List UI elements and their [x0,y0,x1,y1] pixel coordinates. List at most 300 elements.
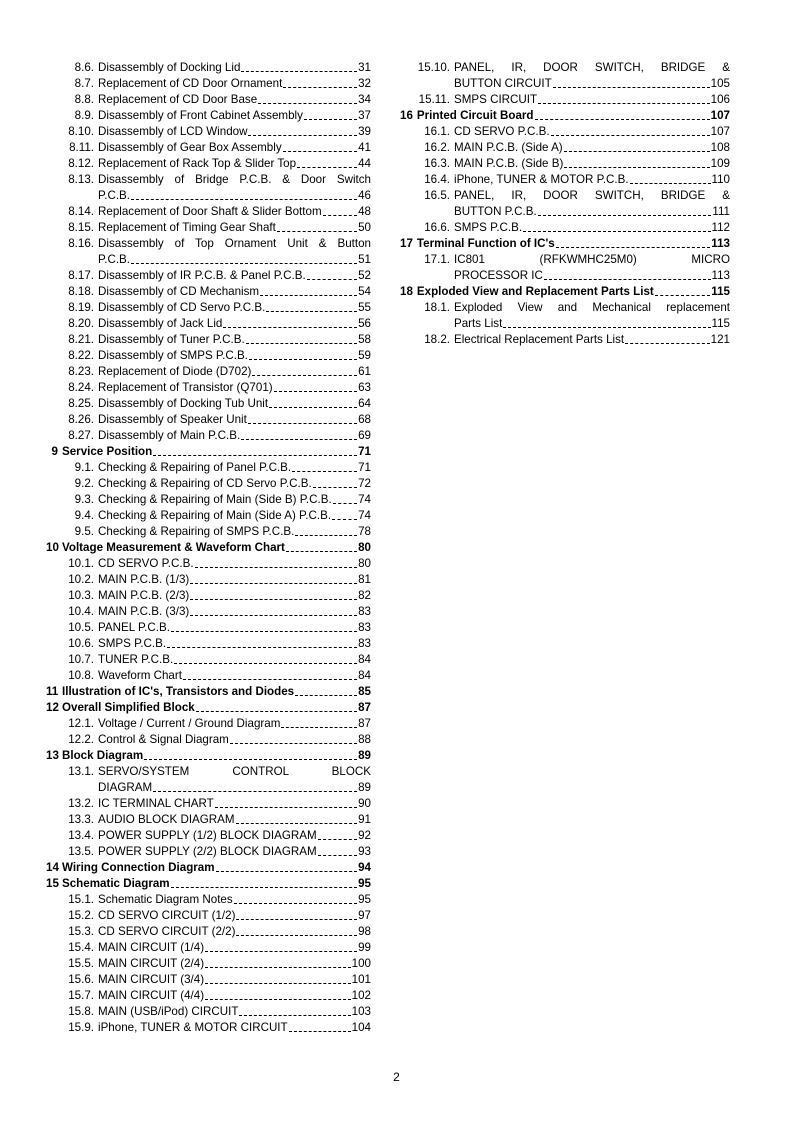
toc-section[interactable] [46,444,371,460]
toc-subsection[interactable] [46,636,371,652]
toc-subsection[interactable] [400,332,730,348]
toc-subsection[interactable] [46,716,371,732]
toc-title: Replacement of CD Door Ornament [98,77,283,90]
toc-subsection[interactable] [46,972,371,988]
toc-page-number: 55 [358,301,371,314]
toc-page-number: 82 [358,589,371,602]
toc-number: 15.5. [68,957,94,970]
toc-number: 15.8. [68,1005,94,1018]
toc-page-number: 121 [710,333,730,346]
dot-leader [236,935,357,936]
toc-number: 10.8. [68,669,94,682]
toc-page-number: 81 [358,573,371,586]
toc-title: BUTTON P.C.B. [454,205,537,218]
toc-number: 16.6. [424,221,450,234]
dot-leader [564,151,710,152]
toc-number: 12 [46,701,59,714]
toc-section[interactable] [400,108,730,124]
toc-subsection[interactable] [46,92,371,108]
toc-title: Printed Circuit Board [416,109,534,122]
toc-subsection[interactable] [46,428,371,444]
toc-title: Block Diagram [62,749,144,762]
toc-number: 8.22. [68,349,94,362]
toc-subsection[interactable] [46,492,371,508]
toc-number: 14 [46,861,59,874]
dot-leader [216,871,358,872]
dot-leader [551,135,710,136]
toc-subsection[interactable] [46,524,371,540]
toc-title: Control & Signal Diagram [98,733,229,746]
toc-subsection[interactable] [46,620,371,636]
toc-number: 13.5. [68,845,94,858]
toc-number: 8.14. [68,205,94,218]
toc-page-number: 98 [358,925,371,938]
toc-number: 10 [46,541,59,554]
toc-subsection[interactable] [46,220,371,236]
toc-page-number: 34 [358,93,371,106]
toc-left-column [46,60,371,1036]
toc-number: 8.13. [68,173,94,186]
toc-number: 9.5. [74,525,94,538]
toc-page-number: 32 [358,77,371,90]
toc-title: Disassembly of Front Cabinet Assembly [98,109,303,122]
toc-title: MAIN CIRCUIT (2/4) [98,957,205,970]
toc-title: Disassembly of CD Mechanism [98,285,260,298]
toc-title: Disassembly of Docking Tub Unit [98,397,269,410]
toc-title: PANEL, IR, DOOR SWITCH, BRIDGE & [454,61,730,74]
toc-subsection[interactable] [46,924,371,940]
dot-leader [544,279,711,280]
toc-subsection[interactable] [46,236,371,268]
dot-leader [323,215,357,216]
toc-subsection[interactable] [46,156,371,172]
toc-subsection[interactable] [46,1020,371,1036]
toc-title: MAIN CIRCUIT (3/4) [98,973,205,986]
toc-section[interactable] [46,748,371,764]
dot-leader [236,823,358,824]
toc-page-number: 90 [358,797,371,810]
toc-title: MAIN P.C.B. (Side A) [454,141,563,154]
toc-title: MAIN (USB/iPod) CIRCUIT [98,1005,239,1018]
toc-subsection[interactable] [46,940,371,956]
toc-title: Disassembly of Bridge P.C.B. & Door Switch [98,173,371,186]
toc-section[interactable] [46,876,371,892]
toc-title: MAIN CIRCUIT (4/4) [98,989,205,1002]
toc-subsection[interactable] [46,812,371,828]
toc-page-number: 61 [358,365,371,378]
toc-title: Replacement of Diode (D702) [98,365,252,378]
toc-page-number: 105 [710,77,730,90]
toc-number: 8.20. [68,317,94,330]
toc-page-number: 106 [710,93,730,106]
toc-page-number: 83 [358,605,371,618]
toc-page-number: 48 [358,205,371,218]
toc-subsection[interactable] [400,124,730,140]
toc-page-number: 99 [358,941,371,954]
toc-subsection[interactable] [46,764,371,796]
toc-subsection[interactable] [46,268,371,284]
dot-leader [538,103,710,104]
dot-leader [252,375,357,376]
toc-subsection[interactable] [46,908,371,924]
toc-subsection[interactable] [400,92,730,108]
toc-title: BUTTON CIRCUIT [454,77,552,90]
dot-leader [190,599,357,600]
toc-subsection[interactable] [46,588,371,604]
toc-section[interactable] [400,236,730,252]
dot-leader [523,231,710,232]
toc-number: 8.8. [74,93,94,106]
toc-title: Schematic Diagram Notes [98,893,233,906]
dot-leader [289,1031,351,1032]
toc-title: Disassembly of Gear Box Assembly [98,141,282,154]
dot-leader [266,311,357,312]
toc-page-number: 84 [358,669,371,682]
toc-number: 8.27. [68,429,94,442]
toc-number: 10.1. [68,557,94,570]
toc-number: 10.3. [68,589,94,602]
dot-leader [269,407,357,408]
toc-title: Replacement of Door Shaft & Slider Bottom [98,205,322,218]
toc-page-number: 101 [351,973,371,986]
toc-number: 15.11. [418,93,450,106]
toc-page-number: 51 [358,253,371,266]
toc-number: 8.19. [68,301,94,314]
toc-page-number: 54 [358,285,371,298]
toc-title: SMPS CIRCUIT [454,93,538,106]
toc-number: 18 [400,285,413,298]
toc-number: 8.21. [68,333,94,346]
toc-subsection[interactable] [46,380,371,396]
toc-title: POWER SUPPLY (1/2) BLOCK DIAGRAM [98,829,317,842]
toc-subsection[interactable] [46,572,371,588]
toc-number: 10.5. [68,621,94,634]
dot-leader [174,663,357,664]
toc-number: 9.2. [74,477,94,490]
toc-subsection[interactable] [46,668,371,684]
toc-page-number: 85 [358,685,371,698]
toc-number: 9.1. [74,461,94,474]
toc-subsection[interactable] [46,476,371,492]
dot-leader [655,295,710,296]
toc-title: Schematic Diagram [62,877,170,890]
toc-page-number: 100 [351,957,371,970]
toc-page-number: 115 [711,285,730,298]
toc-number: 15.9. [68,1021,94,1034]
toc-page-number: 87 [358,701,371,714]
toc-subsection[interactable] [46,204,371,220]
toc-title: Overall Simplified Block [62,701,195,714]
dot-leader [277,231,357,232]
dot-leader [190,583,357,584]
toc-number: 8.9. [74,109,94,122]
toc-subsection[interactable] [46,284,371,300]
toc-number: 15.7. [68,989,94,1002]
toc-page-number: 87 [358,717,371,730]
toc-page-number: 80 [358,541,371,554]
toc-title: Checking & Repairing of SMPS P.C.B. [98,525,295,538]
toc-title: CD SERVO P.C.B. [98,557,194,570]
toc-number: 15.4. [68,941,94,954]
toc-number: 11 [46,685,59,698]
toc-page-number: 94 [358,861,371,874]
toc-section[interactable] [46,684,371,700]
toc-page-number: 107 [710,109,730,122]
dot-leader [318,839,357,840]
toc-subsection[interactable] [400,300,730,332]
dot-leader [195,567,358,568]
toc-title: Replacement of Timing Gear Shaft [98,221,276,234]
toc-title: P.C.B. [98,253,131,266]
dot-leader [183,679,357,680]
toc-section[interactable] [46,700,371,716]
dot-leader [295,695,357,696]
dot-leader [538,215,712,216]
toc-page-number: 97 [358,909,371,922]
toc-number: 15.10. [417,61,450,74]
toc-title: Replacement of CD Door Base [98,93,258,106]
toc-number: 8.23. [68,365,94,378]
toc-subsection[interactable] [46,140,371,156]
toc-page-number: 63 [358,381,371,394]
toc-page-number: 113 [711,269,730,282]
toc-subsection[interactable] [46,364,371,380]
toc-title: SMPS P.C.B. [454,221,523,234]
dot-leader [190,615,357,616]
toc-right-column [400,60,730,348]
dot-leader [556,247,711,248]
toc-subsection[interactable] [46,60,371,76]
toc-page-number: 89 [358,781,371,794]
toc-number: 8.26. [68,413,94,426]
toc-subsection[interactable] [46,124,371,140]
dot-leader [304,119,357,120]
toc-section[interactable] [46,540,371,556]
dot-leader [131,199,357,200]
toc-number: 18.1. [424,301,450,314]
toc-number: 9.4. [74,509,94,522]
toc-subsection[interactable] [400,188,730,220]
toc-title: DIAGRAM [98,781,153,794]
toc-subsection[interactable] [46,76,371,92]
toc-number: 16.4. [424,173,450,186]
toc-number: 16.5. [424,189,450,202]
dot-leader [249,359,357,360]
toc-subsection[interactable] [46,652,371,668]
dot-leader [239,1015,350,1016]
toc-page-number: 93 [358,845,371,858]
dot-leader [230,743,357,744]
toc-subsection[interactable] [46,508,371,524]
toc-subsection[interactable] [46,556,371,572]
toc-section[interactable] [46,860,371,876]
toc-page-number: 95 [358,877,371,890]
dot-leader [205,967,351,968]
dot-leader [215,807,357,808]
dot-leader [223,327,357,328]
toc-page-number: 78 [358,525,371,538]
toc-subsection[interactable] [46,1004,371,1020]
toc-title: Waveform Chart [98,669,182,682]
dot-leader [630,183,711,184]
dot-leader [241,71,357,72]
dot-leader [241,439,357,440]
toc-title: PANEL P.C.B. [98,621,170,634]
toc-subsection[interactable] [46,412,371,428]
toc-subsection[interactable] [46,844,371,860]
toc-title: Checking & Repairing of Panel P.C.B. [98,461,292,474]
toc-page-number: 89 [358,749,371,762]
dot-leader [281,727,357,728]
toc-number: 10.7. [68,653,94,666]
toc-title: MAIN CIRCUIT (1/4) [98,941,205,954]
toc-page-number: 103 [351,1005,371,1018]
toc-subsection[interactable] [400,60,730,92]
toc-title: PROCESSOR IC [454,269,543,282]
toc-title: Disassembly of Speaker Unit [98,413,247,426]
toc-page-number: 39 [358,125,371,138]
toc-subsection[interactable] [46,956,371,972]
toc-title: Disassembly of Tuner P.C.B. [98,333,245,346]
toc-number: 16.2. [424,141,450,154]
dot-leader [564,167,709,168]
toc-number: 15.2. [68,909,94,922]
dot-leader [131,263,357,264]
toc-subsection[interactable] [46,316,371,332]
toc-number: 18.2. [424,333,450,346]
toc-number: 8.11. [69,141,94,154]
toc-page-number: 111 [712,205,730,218]
toc-section[interactable] [400,284,730,300]
toc-title: Disassembly of Docking Lid [98,61,241,74]
toc-subsection[interactable] [46,604,371,620]
toc-subsection[interactable] [400,172,730,188]
toc-subsection[interactable] [46,332,371,348]
toc-number: 17 [400,237,413,250]
toc-title: POWER SUPPLY (2/2) BLOCK DIAGRAM [98,845,317,858]
toc-subsection[interactable] [46,988,371,1004]
toc-number: 8.16. [68,237,94,250]
toc-page-number: 64 [358,397,371,410]
toc-title: Disassembly of CD Servo P.C.B. [98,301,266,314]
toc-title: P.C.B. [98,189,131,202]
toc-number: 16.3. [424,157,450,170]
toc-title: Illustration of IC's, Transistors and Diodes [62,685,295,698]
toc-page-number: 31 [358,61,371,74]
toc-number: 15.3. [68,925,94,938]
dot-leader [535,119,710,120]
toc-number: 9.3. [74,493,94,506]
toc-page-number: 69 [358,429,371,442]
toc-title: PANEL, IR, DOOR SWITCH, BRIDGE & [454,189,730,202]
toc-subsection[interactable] [46,460,371,476]
toc-subsection[interactable] [46,796,371,812]
toc-page-number: 41 [358,141,371,154]
page-number: 2 [393,1070,400,1084]
toc-number: 8.24. [68,381,94,394]
toc-title: Disassembly of Main P.C.B. [98,429,241,442]
toc-title: MAIN P.C.B. (2/3) [98,589,190,602]
toc-subsection[interactable] [46,172,371,204]
dot-leader [313,487,357,488]
dot-leader [295,535,357,536]
toc-subsection[interactable] [46,892,371,908]
toc-page-number: 108 [710,141,730,154]
toc-page-number: 109 [710,157,730,170]
toc-page-number: 71 [358,461,371,474]
toc-subsection[interactable] [400,252,730,284]
toc-subsection[interactable] [46,348,371,364]
toc-title: TUNER P.C.B. [98,653,174,666]
toc-number: 10.2. [68,573,94,586]
toc-page-number: 68 [358,413,371,426]
dot-leader [171,887,357,888]
toc-page-number: 46 [358,189,371,202]
toc-number: 9 [51,445,58,458]
dot-leader [260,295,357,296]
toc-title: Electrical Replacement Parts List [454,333,625,346]
toc-title: Disassembly of Top Ornament Unit & Button [98,237,371,250]
toc-number: 8.10. [68,125,94,138]
toc-number: 13 [46,749,59,762]
toc-number: 16.1. [424,125,450,138]
dot-leader [205,983,351,984]
toc-title: IC801 (RFKWMHC25M0) MICRO [454,253,730,266]
toc-number: 15.6. [68,973,94,986]
dot-leader [153,791,357,792]
toc-title: Checking & Repairing of Main (Side B) P.C.B. [98,493,332,506]
toc-title: Terminal Function of IC's [416,237,555,250]
toc-number: 8.25. [68,397,94,410]
toc-page-number: 115 [711,317,730,330]
toc-subsection[interactable] [46,300,371,316]
toc-subsection[interactable] [400,140,730,156]
toc-number: 8.18. [68,285,94,298]
toc-page-number: 107 [710,125,730,138]
dot-leader [171,631,357,632]
toc-number: 12.2. [68,733,94,746]
toc-number: 13.1. [68,765,94,778]
toc-subsection[interactable] [46,396,371,412]
toc-page-number: 44 [358,157,371,170]
dot-leader [236,919,357,920]
toc-page-number: 88 [358,733,371,746]
toc-number: 8.15. [68,221,94,234]
toc-title: Service Position [62,445,153,458]
toc-number: 13.3. [68,813,94,826]
toc-number: 13.4. [68,829,94,842]
toc-page-number: 37 [358,109,371,122]
dot-leader [246,343,357,344]
toc-page-number: 113 [711,237,730,250]
toc-title: Voltage Measurement & Waveform Chart [62,541,285,554]
toc-page-number: 80 [358,557,371,570]
toc-page-number: 110 [711,173,730,186]
toc-subsection[interactable] [46,732,371,748]
toc-subsection[interactable] [400,156,730,172]
toc-page-number: 58 [358,333,371,346]
toc-title: MAIN P.C.B. (1/3) [98,573,190,586]
dot-leader [333,503,357,504]
toc-number: 12.1. [68,717,94,730]
toc-subsection[interactable] [400,220,730,236]
toc-subsection[interactable] [46,828,371,844]
dot-leader [553,87,710,88]
toc-title: Replacement of Transistor (Q701) [98,381,273,394]
toc-page-number: 112 [711,221,730,234]
toc-subsection[interactable] [46,108,371,124]
toc-number: 15.1. [68,893,94,906]
